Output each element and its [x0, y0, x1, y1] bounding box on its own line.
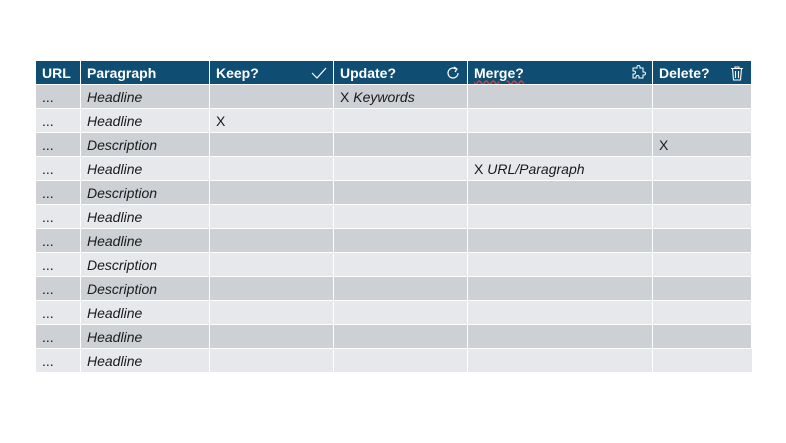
- cell-update: [334, 205, 468, 229]
- cell-keep: [210, 349, 334, 373]
- header-delete-label: Delete?: [659, 64, 710, 81]
- cell-url: ...: [36, 229, 81, 253]
- cell-delete: [653, 205, 752, 229]
- cell-delete: [653, 157, 752, 181]
- cell-url: ...: [36, 349, 81, 373]
- cell-paragraph: Headline: [81, 301, 210, 325]
- cell-delete: [653, 181, 752, 205]
- cell-update: [334, 301, 468, 325]
- cell-url: ...: [36, 277, 81, 301]
- cell-paragraph: Headline: [81, 349, 210, 373]
- cell-url: ...: [36, 85, 81, 109]
- cell-update: [334, 325, 468, 349]
- cell-delete: [653, 277, 752, 301]
- cell-delete: [653, 253, 752, 277]
- cell-keep: [210, 181, 334, 205]
- cell-update: [334, 349, 468, 373]
- cell-url: ...: [36, 181, 81, 205]
- cell-update: X Keywords: [334, 85, 468, 109]
- cell-merge: [468, 253, 653, 277]
- header-update: [334, 61, 468, 85]
- cell-keep: X: [210, 109, 334, 133]
- cell-delete: [653, 85, 752, 109]
- cell-merge: [468, 133, 653, 157]
- cell-update: [334, 277, 468, 301]
- cell-keep: [210, 229, 334, 253]
- cell-keep: [210, 277, 334, 301]
- header-keep-label: Keep?: [216, 64, 259, 81]
- cell-merge: [468, 325, 653, 349]
- cell-url: ...: [36, 325, 81, 349]
- content-audit-table: [36, 61, 752, 373]
- cell-update: [334, 253, 468, 277]
- header-update-label: Update?: [340, 64, 396, 81]
- header-url: URL: [36, 61, 81, 85]
- cell-keep: [210, 325, 334, 349]
- cell-paragraph: Headline: [81, 109, 210, 133]
- cell-keep: [210, 253, 334, 277]
- cell-url: ...: [36, 157, 81, 181]
- cell-merge: X URL/Paragraph: [468, 157, 653, 181]
- cell-paragraph: Headline: [81, 85, 210, 109]
- cell-paragraph: Headline: [81, 205, 210, 229]
- cell-merge: [468, 229, 653, 253]
- cell-update: [334, 181, 468, 205]
- cell-merge: [468, 277, 653, 301]
- cell-keep: [210, 157, 334, 181]
- check-icon: [311, 65, 327, 81]
- cell-delete: X: [653, 133, 752, 157]
- cell-url: ...: [36, 253, 81, 277]
- cell-update: [334, 133, 468, 157]
- cell-url: ...: [36, 205, 81, 229]
- cell-update: [334, 109, 468, 133]
- cell-delete: [653, 349, 752, 373]
- cell-delete: [653, 229, 752, 253]
- trash-icon: [729, 65, 745, 81]
- header-keep: [210, 61, 334, 85]
- cell-delete: [653, 301, 752, 325]
- cell-paragraph: Description: [81, 253, 210, 277]
- cell-paragraph: Description: [81, 181, 210, 205]
- cell-delete: [653, 109, 752, 133]
- cell-paragraph: Headline: [81, 325, 210, 349]
- cell-merge: [468, 109, 653, 133]
- cell-keep: [210, 133, 334, 157]
- header-paragraph: Paragraph: [81, 61, 210, 85]
- cell-url: ...: [36, 301, 81, 325]
- cell-update: [334, 229, 468, 253]
- cell-delete: [653, 325, 752, 349]
- cell-update: [334, 157, 468, 181]
- cell-paragraph: Headline: [81, 229, 210, 253]
- header-merge-label: Merge?: [474, 64, 524, 81]
- cell-merge: [468, 349, 653, 373]
- refresh-icon: [445, 65, 461, 81]
- cell-paragraph: Description: [81, 277, 210, 301]
- cell-keep: [210, 205, 334, 229]
- cell-paragraph: Description: [81, 133, 210, 157]
- cell-keep: [210, 85, 334, 109]
- header-merge: [468, 61, 653, 85]
- cell-paragraph: Headline: [81, 157, 210, 181]
- cell-merge: [468, 301, 653, 325]
- cell-merge: [468, 205, 653, 229]
- cell-merge: [468, 85, 653, 109]
- puzzle-icon: [630, 65, 646, 81]
- cell-url: ...: [36, 109, 81, 133]
- cell-url: ...: [36, 133, 81, 157]
- cell-keep: [210, 301, 334, 325]
- cell-merge: [468, 181, 653, 205]
- header-delete: [653, 61, 752, 85]
